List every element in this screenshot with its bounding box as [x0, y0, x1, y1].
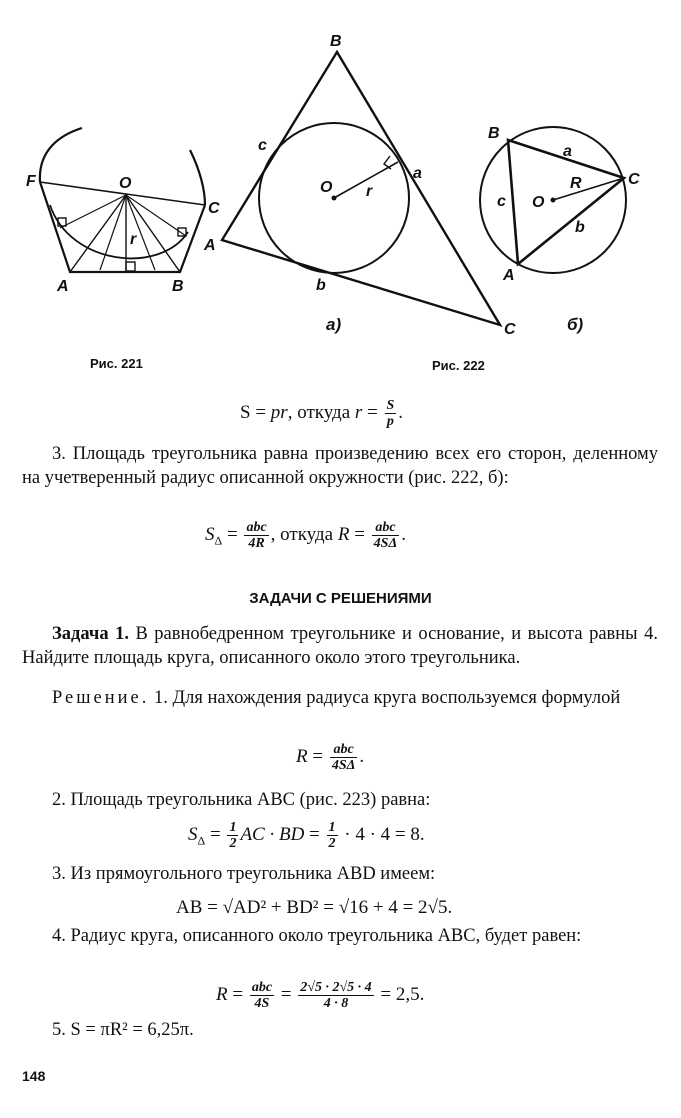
- page-number: 148: [22, 1068, 46, 1084]
- figure-221: [40, 128, 205, 272]
- denominator: 2: [328, 836, 336, 851]
- pentagon-left-curve: [40, 128, 82, 182]
- label-c: C: [504, 321, 516, 338]
- figure-caption-221: Рис. 221: [90, 356, 143, 371]
- fraction: [327, 820, 338, 851]
- center-point: [551, 198, 556, 203]
- formula-text: =: [362, 401, 383, 423]
- denominator: 4SΔ: [373, 536, 398, 551]
- formula-text: R: [296, 745, 308, 767]
- formula-text: =: [349, 523, 370, 545]
- numerator: abc: [246, 520, 267, 535]
- label-a: a: [413, 165, 422, 182]
- center-point: [332, 196, 337, 201]
- formula-text: AC · BD: [240, 823, 305, 845]
- label-o: O: [119, 175, 132, 192]
- right-angle-mark: [126, 262, 135, 271]
- solution-text: 1. Для нахождения радиуса круга воспользуемся формулой: [149, 688, 621, 708]
- inscribed-arc: [50, 205, 188, 258]
- formula-area-abc: [188, 820, 425, 851]
- label-c: c: [258, 137, 267, 154]
- formula-text: =: [205, 823, 226, 845]
- formula-text: R: [216, 983, 228, 1005]
- label-b: b: [316, 277, 326, 294]
- formula-text: =: [227, 983, 248, 1005]
- task-label: Задача 1.: [52, 624, 129, 644]
- solution-label: Решение.: [52, 688, 150, 708]
- pentagon-right-curve: [190, 150, 205, 205]
- paragraph-step-3: 3. Из прямоугольного треугольника ABD имеем:: [52, 864, 436, 884]
- label-b: B: [330, 33, 342, 50]
- formula-text: · 4 · 4 = 8.: [339, 823, 425, 845]
- denominator: p: [386, 414, 394, 429]
- numerator: abc: [251, 980, 273, 995]
- fraction: [372, 520, 400, 551]
- formula-area-incircle: [240, 398, 403, 429]
- formula-ab: AB = √AD² + BD² = √16 + 4 = 2√5.: [176, 897, 453, 918]
- label-a: A: [204, 237, 216, 254]
- formula-text: .: [359, 745, 365, 767]
- label-r: r: [366, 183, 373, 200]
- label-a: A: [503, 267, 515, 284]
- numerator: 1: [328, 820, 336, 835]
- formula-text: S: [188, 823, 198, 845]
- formula-text: =: [307, 745, 328, 767]
- figure-caption-222: Рис. 222: [432, 358, 485, 373]
- formula-text: R: [337, 523, 350, 545]
- subfigure-label: а): [326, 315, 342, 334]
- numerator: abc: [372, 520, 400, 536]
- formula-text: Δ: [197, 833, 206, 848]
- formula-text: r: [354, 401, 363, 423]
- triangle: [222, 52, 500, 325]
- formula-text: =: [304, 823, 325, 845]
- formula-area-circumcircle: [205, 520, 406, 551]
- formula-text: =: [276, 983, 297, 1005]
- task-1: [22, 622, 658, 670]
- label-r: r: [130, 231, 137, 248]
- formula-radius: [296, 742, 364, 773]
- solution-intro: [22, 686, 658, 710]
- label-b: b: [575, 219, 585, 236]
- paragraph-step-2: 2. Площадь треугольника ABC (рис. 223) равна:: [52, 790, 431, 810]
- label-b: B: [172, 278, 184, 295]
- label-o: O: [320, 179, 333, 196]
- formula-text: , откуда: [270, 523, 338, 545]
- paragraph-3: 3. Площадь треугольника равна произведению всех его сторон, деленному на учетверенный радиус описанной окружности (рис. 222, б):: [22, 444, 658, 488]
- numerator: abc: [330, 742, 358, 758]
- denominator: 4S: [254, 996, 270, 1011]
- figure-222a: [222, 52, 500, 325]
- numerator: 1: [229, 820, 237, 835]
- formula-text: =: [222, 523, 243, 545]
- formula-text: Δ: [214, 533, 223, 548]
- task-text: В равнобедренном треугольнике и основание, и высота равны 4. Найдите площадь круга, описанного около этого треугольника.: [22, 624, 658, 668]
- formula-text: , откуда: [287, 401, 355, 423]
- label-a: A: [57, 278, 69, 295]
- fraction: [298, 980, 373, 1011]
- subfigure-label: б): [567, 315, 584, 334]
- formula-text: .: [398, 401, 404, 423]
- fraction: [330, 742, 358, 773]
- formula-text: = 2,5.: [375, 983, 425, 1005]
- denominator: 4R: [248, 536, 265, 551]
- formula-text: S: [205, 523, 215, 545]
- label-a: a: [563, 143, 572, 160]
- fraction: [385, 398, 397, 429]
- label-f: F: [26, 173, 36, 190]
- label-b: B: [488, 125, 500, 142]
- formula-text: S =: [240, 401, 271, 423]
- denominator: 4 · 8: [323, 996, 349, 1011]
- fraction: [227, 820, 238, 851]
- denominator: 2: [229, 836, 237, 851]
- formula-text: .: [401, 523, 406, 545]
- fraction: [250, 980, 274, 1011]
- radius-line: [553, 178, 624, 200]
- formula-text: pr: [270, 401, 288, 423]
- label-o: O: [532, 194, 545, 211]
- label-c: c: [497, 193, 506, 210]
- formula-radius-value: [216, 980, 424, 1011]
- label-c: C: [208, 200, 220, 217]
- paragraph-step-5: 5. S = πR² = 6,25π.: [52, 1020, 194, 1040]
- label-r: R: [570, 175, 582, 192]
- label-c: C: [628, 171, 640, 188]
- numerator: 2√5 · 2√5 · 4: [300, 980, 372, 995]
- fraction: [244, 520, 268, 551]
- denominator: 4SΔ: [331, 758, 356, 773]
- section-heading: ЗАДАЧИ С РЕШЕНИЯМИ: [249, 590, 432, 607]
- paragraph-step-4: 4. Радиус круга, описанного около треугольника ABC, будет равен:: [52, 926, 582, 946]
- figures-area: [0, 0, 681, 380]
- line-oa: [70, 195, 126, 272]
- numerator: S: [386, 398, 395, 413]
